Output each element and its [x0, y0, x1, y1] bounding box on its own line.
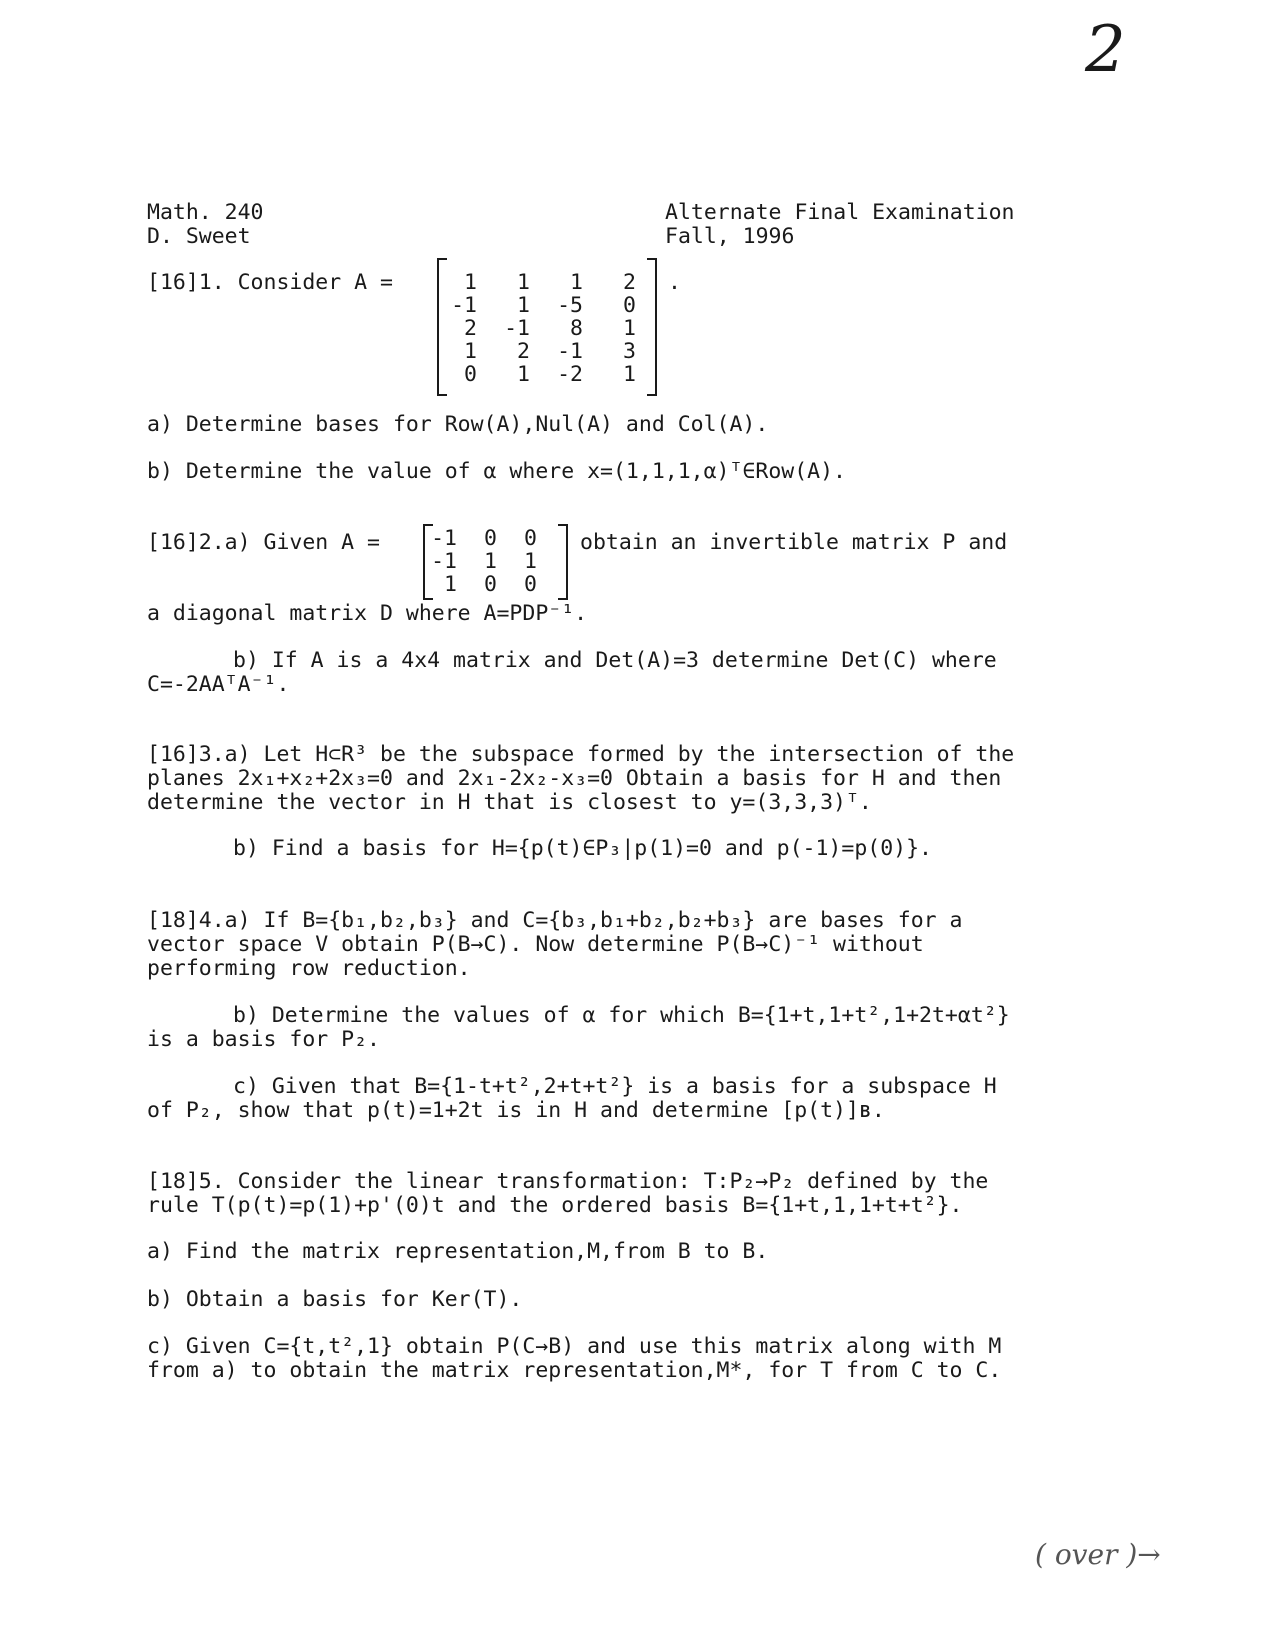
matrix-cell: 1	[623, 362, 636, 387]
q2-part-b-line1: b) If A is a 4x4 matrix and Det(A)=3 determine Det(C) where	[233, 648, 997, 673]
matrix-cell: 2	[464, 316, 477, 341]
matrix-cell: 1	[623, 316, 636, 341]
matrix-cell: 1	[444, 572, 457, 597]
matrix-cell: 1	[524, 549, 537, 574]
q4-part-a-line3: performing row reduction.	[147, 956, 471, 981]
matrix-cell: 2	[517, 339, 530, 364]
q2-matrix	[423, 524, 568, 600]
q5-part-a: a) Find the matrix representation,M,from B to B.	[147, 1239, 769, 1264]
matrix-cell: -1	[557, 339, 583, 364]
matrix-cell: -1	[451, 293, 477, 318]
q1-after: .	[668, 270, 681, 295]
matrix-cell: -1	[431, 526, 457, 551]
matrix-cell: 2	[623, 270, 636, 295]
matrix-cell: 0	[464, 362, 477, 387]
matrix-cell: 0	[524, 526, 537, 551]
instructor-name: D. Sweet	[147, 224, 251, 249]
matrix-cell: 0	[623, 293, 636, 318]
q4-part-c-line1: c) Given that B={1-t+t²,2+t+t²} is a basis for a subspace H	[233, 1074, 997, 1099]
matrix-cell: 0	[524, 572, 537, 597]
exam-term: Fall, 1996	[665, 224, 795, 249]
page-number: 2	[1085, 13, 1126, 87]
matrix-cell: 1	[484, 549, 497, 574]
matrix-cell: 1	[517, 270, 530, 295]
q1-intro: [16]1. Consider A =	[147, 270, 393, 295]
matrix-cell: 1	[517, 362, 530, 387]
q1-matrix	[437, 258, 657, 396]
over-note: ( over )→	[1035, 1538, 1161, 1571]
q4-part-a-line1: [18]4.a) If B={b₁,b₂,b₃} and C={b₃,b₁+b₂,b₂+b₃} are bases for a	[147, 908, 963, 933]
q3-part-b: b) Find a basis for H={p(t)∈P₃|p(1)=0 and p(-1)=p(0)}.	[233, 836, 932, 861]
matrix-cell: 8	[570, 316, 583, 341]
q3-part-a-line2: planes 2x₁+x₂+2x₃=0 and 2x₁-2x₂-x₃=0 Obtain a basis for H and then	[147, 766, 1002, 791]
matrix-cell: 1	[464, 270, 477, 295]
exam-title: Alternate Final Examination	[665, 200, 1015, 225]
q5-line2: rule T(p(t)=p(1)+p'(0)t and the ordered basis B={1+t,1,1+t+t²}.	[147, 1193, 963, 1218]
matrix-cell: -2	[557, 362, 583, 387]
course-name: Math. 240	[147, 200, 264, 225]
matrix-cell: -1	[431, 549, 457, 574]
q5-line1: [18]5. Consider the linear transformation: T:P₂→P₂ defined by the	[147, 1169, 989, 1194]
q3-part-a-line1: [16]3.a) Let H⊂R³ be the subspace formed by the intersection of the	[147, 742, 1015, 767]
q2-after: obtain an invertible matrix P and	[580, 530, 1008, 555]
q2-part-b-line2: C=-2AAᵀA⁻¹.	[147, 672, 290, 697]
q4-part-b-line2: is a basis for P₂.	[147, 1027, 380, 1052]
q3-part-a-line3: determine the vector in H that is closest to y=(3,3,3)ᵀ.	[147, 790, 872, 815]
q5-part-c-line1: c) Given C={t,t²,1} obtain P(C→B) and use this matrix along with M	[147, 1334, 1002, 1359]
q4-part-c-line2: of P₂, show that p(t)=1+2t is in H and determine [p(t)]ʙ.	[147, 1098, 885, 1123]
matrix-cell: 1	[464, 339, 477, 364]
q2-intro: [16]2.a) Given A =	[147, 530, 380, 555]
q2-part-a-cont: a diagonal matrix D where A=PDP⁻¹.	[147, 601, 588, 626]
q4-part-b-line1: b) Determine the values of α for which B={1+t,1+t²,1+2t+αt²}	[233, 1003, 1010, 1028]
matrix-cell: 1	[570, 270, 583, 295]
matrix-cell: 0	[484, 526, 497, 551]
matrix-cell: -1	[504, 316, 530, 341]
q4-part-a-line2: vector space V obtain P(B→C). Now determine P(B→C)⁻¹ without	[147, 932, 924, 957]
matrix-cell: 0	[484, 572, 497, 597]
matrix-cell: 1	[517, 293, 530, 318]
q1-part-b: b) Determine the value of α where x=(1,1,1,α)ᵀ∈Row(A).	[147, 459, 846, 484]
matrix-cell: 3	[623, 339, 636, 364]
matrix-cell: -5	[557, 293, 583, 318]
q1-part-a: a) Determine bases for Row(A),Nul(A) and Col(A).	[147, 412, 769, 437]
q5-part-c-line2: from a) to obtain the matrix representation,M*, for T from C to C.	[147, 1358, 1002, 1383]
q5-part-b: b) Obtain a basis for Ker(T).	[147, 1287, 523, 1312]
